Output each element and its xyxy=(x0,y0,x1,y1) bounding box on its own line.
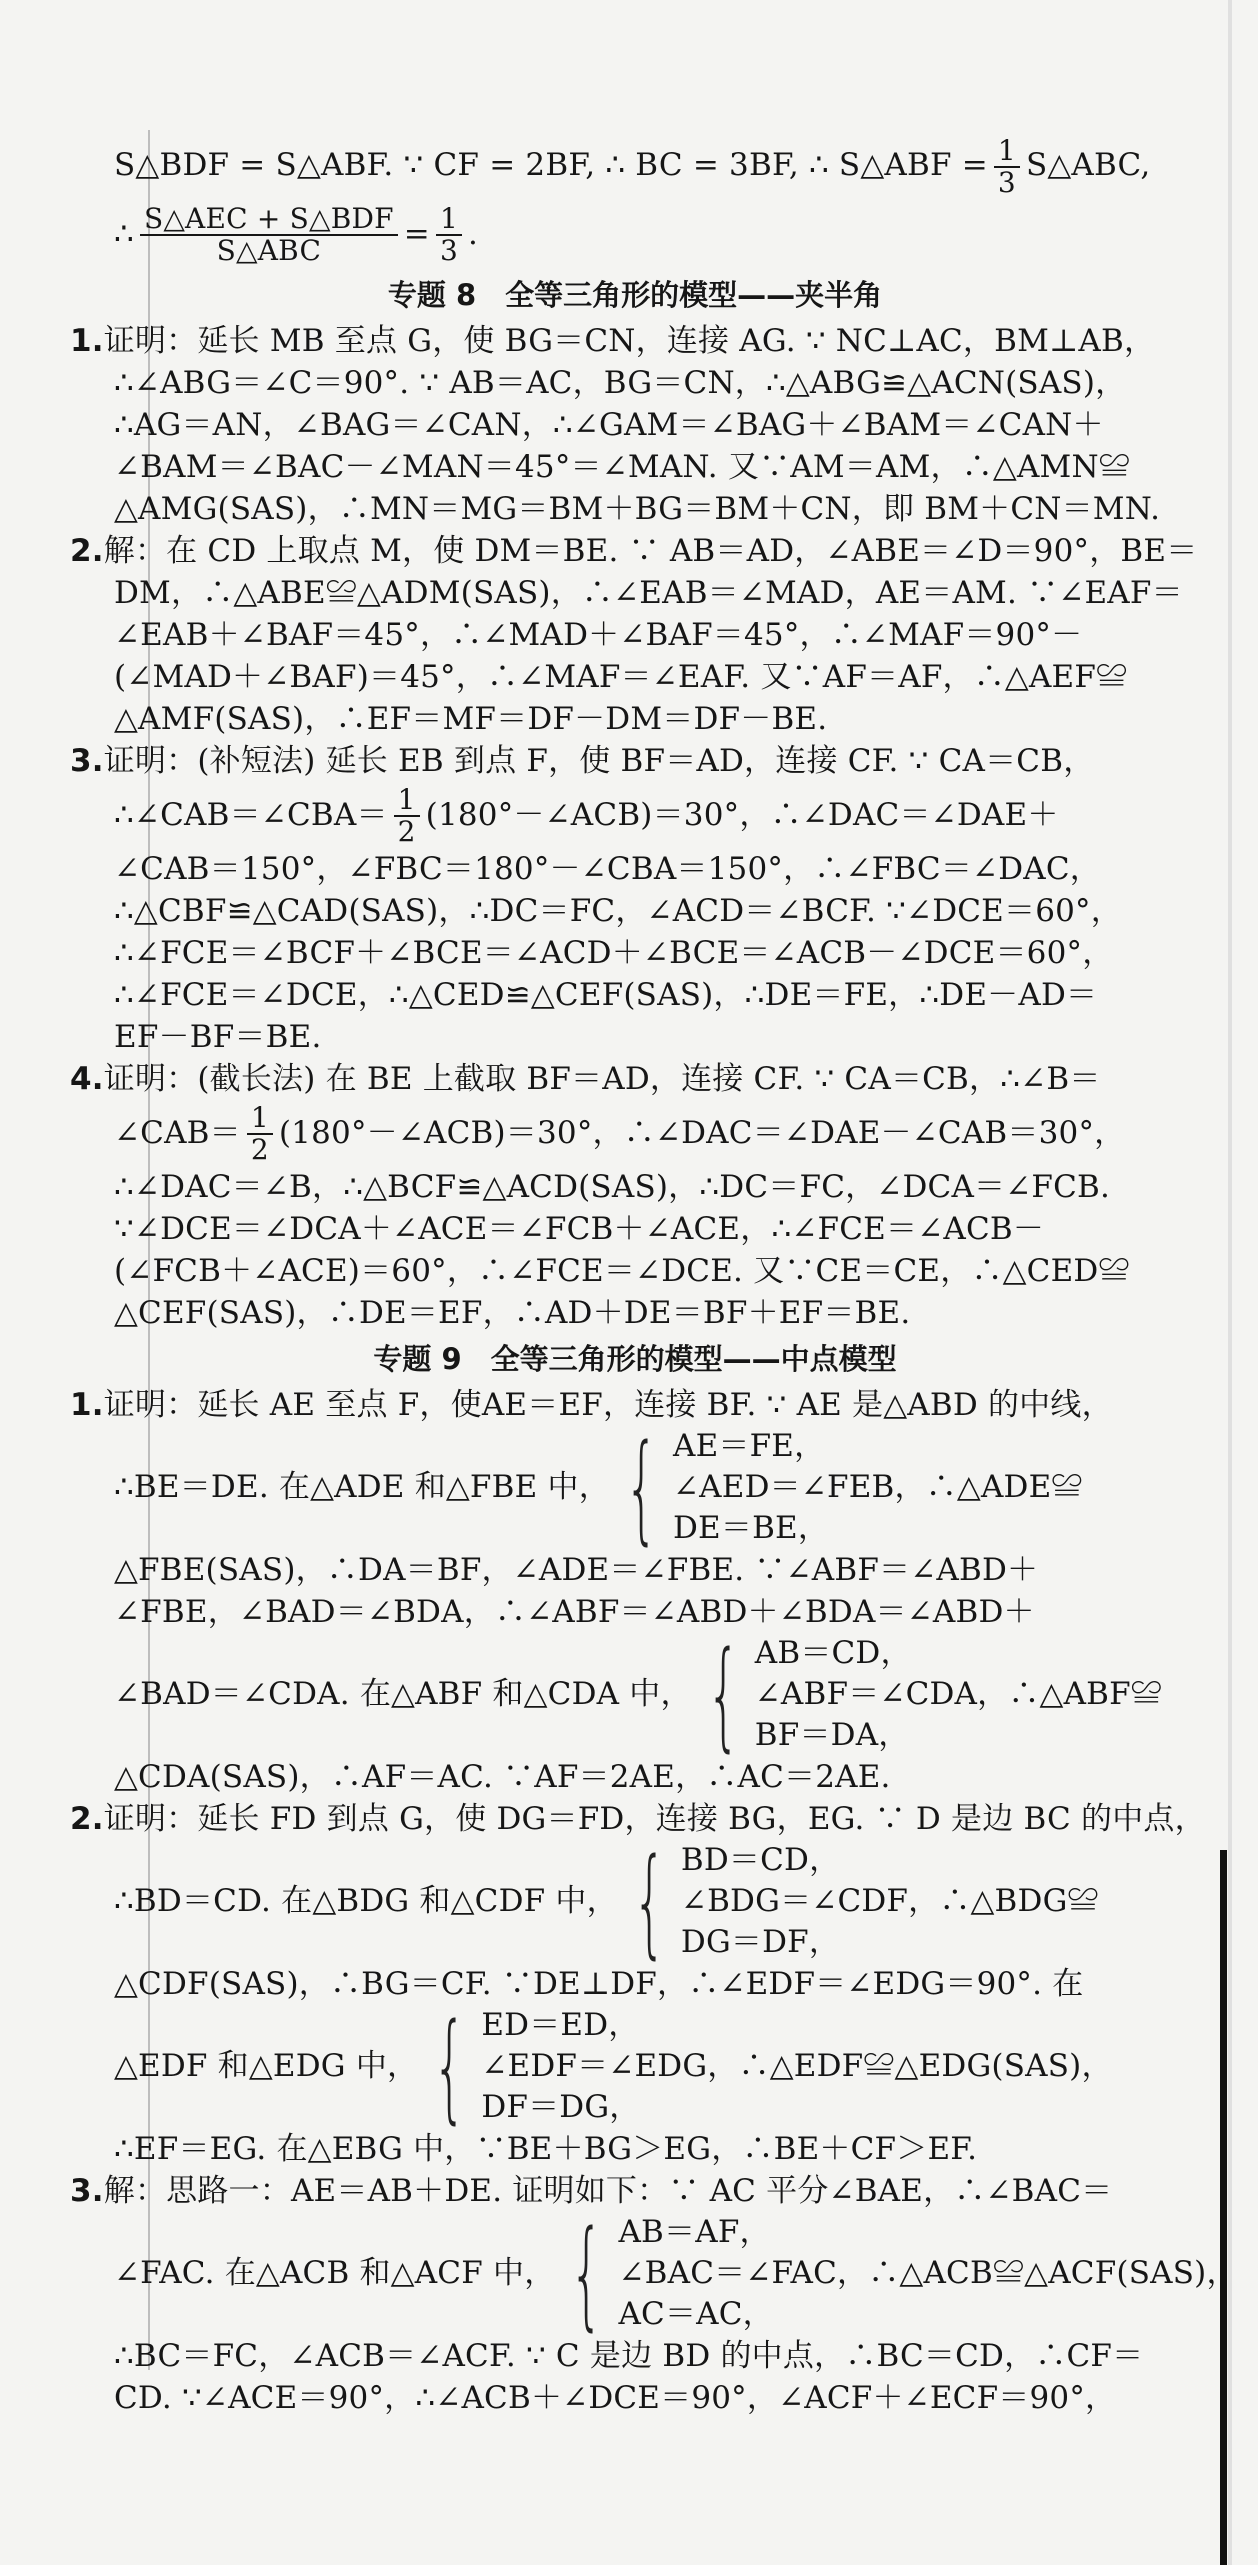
fraction-numerator: 1 xyxy=(247,1103,273,1135)
text-line: ∴∠FCE＝∠BCF＋∠BCE＝∠ACD＋∠BCE＝∠ACB－∠DCE＝60°， xyxy=(114,934,1114,971)
fraction-numerator: 1 xyxy=(436,204,462,236)
section-title: 专题 9 全等三角形的模型——中点模型 xyxy=(373,1341,897,1376)
system-row: AB＝AF， xyxy=(618,2213,771,2250)
equation-system xyxy=(70,1832,1200,1970)
intro-text: ∴ xyxy=(114,215,134,252)
equation-system xyxy=(70,1625,1200,1763)
text-line: ∠FBE，∠BAD＝∠BDA，∴∠ABF＝∠ABD＋∠BDA＝∠ABD＋ xyxy=(114,1593,1035,1630)
text-line: ∴BC＝FC，∠ACB＝∠ACF. ∵ C 是边 BD 的中点，∴BC＝CD，∴CF＝ xyxy=(114,2337,1144,2374)
answer-content xyxy=(70,133,1238,2419)
text-line: ∠BAM＝∠BAC－∠MAN＝45°＝∠MAN. 又∵AM＝AM，∴△AMN≌ xyxy=(114,448,1131,485)
text-line: ∴AG＝AN，∠BAG＝∠CAN，∴∠GAM＝∠BAG＋∠BAM＝∠CAN＋ xyxy=(114,406,1104,443)
fraction xyxy=(436,204,462,266)
fraction-numerator: S△AEC + S△BDF xyxy=(140,204,398,236)
text-line: 证明：(截长法) 在 BE 上截取 BF＝AD，连接 CF. ∵ CA＝CB，∴∠B＝ xyxy=(103,1060,1101,1097)
text-segment: (180°－∠ACB)＝30°，∴∠DAC＝∠DAE＋ xyxy=(425,796,1059,833)
fraction-denominator: 2 xyxy=(397,815,416,848)
fraction-denominator: 3 xyxy=(997,165,1016,199)
problem-number: 2. xyxy=(70,532,104,569)
text-line: ∠CAB＝150°，∠FBC＝180°－∠CBA＝150°，∴∠FBC＝∠DAC， xyxy=(114,850,1101,887)
system-row: ∠EDF＝∠EDG，∴△EDF≌△EDG(SAS)， xyxy=(481,2047,1113,2084)
intro-text: S△BDF = S△ABF. ∵ CF = 2BF, ∴ BC = 3BF, ∴ S△ABF = xyxy=(114,147,988,183)
text-line: △CDA(SAS)，∴AF＝AC. ∵AF＝2AE，∴AC＝2AE. xyxy=(114,1758,891,1795)
system-rows xyxy=(481,2005,1112,2128)
fraction xyxy=(394,785,420,847)
equation-system xyxy=(70,1418,1200,1556)
text-line: ∴∠DAC＝∠B，∴△BCF≌△ACD(SAS)，∴DC＝FC，∠DCA＝∠FCB. xyxy=(114,1168,1111,1205)
fraction xyxy=(994,133,1020,199)
problem-9-3 xyxy=(70,2170,1238,2419)
text-segment: ∠BAD＝∠CDA. 在△ABF 和△CDA 中， xyxy=(114,1676,692,1712)
text-line: CD. ∵∠ACE＝90°，∴∠ACB＋∠DCE＝90°，∠ACF＋∠ECF＝90°， xyxy=(114,2379,1117,2416)
text-line: ∴∠ABG＝∠C＝90°. ∵ AB＝AC，BG＝CN，∴△ABG≌△ACN(SAS)， xyxy=(114,364,1127,401)
system-rows xyxy=(681,1840,1099,1963)
text-line: 证明：延长 MB 至点 G，使 BG＝CN，连接 AG. ∵ NC⊥AC，BM⊥AB， xyxy=(103,322,1156,359)
text-line: ∴∠FCE＝∠DCE，∴△CED≌△CEF(SAS)，∴DE＝FE，∴DE－AD＝ xyxy=(114,976,1098,1013)
fraction-denominator: S△ABC xyxy=(216,234,322,267)
system-row: ∠BAC＝∠FAC，∴△ACB≌△ACF(SAS)， xyxy=(618,2254,1238,2291)
text-line: ∴△CBF≌△CAD(SAS)，∴DC＝FC，∠ACD＝∠BCF. ∵∠DCE＝60°， xyxy=(114,892,1122,929)
system-rows xyxy=(618,2212,1237,2335)
text-segment: ∠CAB＝ xyxy=(114,1114,241,1151)
text-line: ∴EF＝EG. 在△EBG 中，∵BE＋BG＞EG，∴BE＋CF＞EF. xyxy=(114,2130,978,2167)
system-row: DE＝BE， xyxy=(672,1509,830,1546)
system-rows xyxy=(673,1426,1083,1549)
text-line: △AMG(SAS)，∴MN＝MG＝BM＋BG＝BM＋CN，即 BM＋CN＝MN. xyxy=(114,490,1161,527)
problem-number: 3. xyxy=(70,2172,104,2209)
text-line: △AMF(SAS)，∴EF＝MF＝DF－DM＝DF－BE. xyxy=(114,700,828,737)
text-segment: ∴BE＝DE. 在△ADE 和△FBE 中， xyxy=(114,1469,610,1505)
system-row: ∠AED＝∠FEB，∴△ADE≌ xyxy=(672,1468,1083,1505)
text-line: (∠FCB＋∠ACE)＝60°，∴∠FCE＝∠DCE. 又∵CE＝CE，∴△CED≌ xyxy=(114,1252,1130,1289)
system-row: DF＝DG， xyxy=(481,2088,641,2125)
text-line: △CDF(SAS)，∴BG＝CF. ∵DE⊥DF，∴∠EDF＝∠EDG＝90°. 在 xyxy=(114,1965,1084,2002)
fraction xyxy=(247,1103,273,1165)
system-row: ∠ABF＝∠CDA，∴△ABF≌ xyxy=(754,1675,1163,1712)
equation-system xyxy=(70,1997,1200,2135)
text-line: EF－BF＝BE. xyxy=(114,1018,322,1055)
system-row: ∠BDG＝∠CDF，∴△BDG≌ xyxy=(680,1882,1099,1919)
problem-9-2 xyxy=(70,1798,1206,2170)
fraction xyxy=(140,204,398,266)
intro-line-2 xyxy=(70,198,1200,270)
page-edge xyxy=(1228,0,1232,2565)
system-rows xyxy=(755,1633,1162,1756)
text-line: 证明：延长 AE 至点 F，使AE＝EF，连接 BF. ∵ AE 是△ABD 的中线， xyxy=(103,1386,1113,1423)
text-line: △FBE(SAS)，∴DA＝BF，∠ADE＝∠FBE. ∵∠ABF＝∠ABD＋ xyxy=(114,1551,1039,1588)
text-line xyxy=(70,1100,1200,1166)
text-line: DM，∴△ABE≌△ADM(SAS)，∴∠EAB＝∠MAD，AE＝AM. ∵∠EAF＝ xyxy=(114,574,1183,611)
text-line: ∠EAB＋∠BAF＝45°，∴∠MAD＋∠BAF＝45°，∴∠MAF＝90°－ xyxy=(114,616,1083,653)
problem-8-3 xyxy=(70,740,1200,1058)
system-row: AB＝CD， xyxy=(754,1634,912,1671)
text-line: △CEF(SAS)，∴DE＝EF，∴AD＋DE＝BF＋EF＝BE. xyxy=(114,1294,911,1331)
text-segment: ∴BD＝CD. 在△BDG 和△CDF 中， xyxy=(114,1883,618,1919)
left-brace-icon: { xyxy=(570,2204,604,2342)
problem-8-4 xyxy=(70,1058,1200,1334)
intro-line-1 xyxy=(70,135,1200,198)
problem-number: 3. xyxy=(70,742,104,779)
problem-number: 4. xyxy=(70,1060,104,1097)
problem-9-1 xyxy=(70,1384,1200,1798)
left-brace-icon: { xyxy=(432,1997,467,2135)
system-row: BF＝DA， xyxy=(754,1716,910,1753)
intro-text: . xyxy=(467,215,479,252)
text-line: 证明：(补短法) 延长 EB 到点 F，使 BF＝AD，连接 CF. ∵ CA＝CB， xyxy=(103,742,1095,779)
system-row: AE＝FE， xyxy=(672,1427,826,1464)
text-line xyxy=(70,782,1200,848)
fraction-numerator: 1 xyxy=(394,785,420,817)
problem-number: 1. xyxy=(70,1386,104,1423)
text-line: ∵∠DCE＝∠DCA＋∠ACE＝∠FCB＋∠ACE，∴∠FCE＝∠ACB－ xyxy=(114,1210,1045,1247)
problem-number: 1. xyxy=(70,322,104,359)
left-brace-icon: { xyxy=(624,1418,659,1556)
text-segment: △EDF 和△EDG 中， xyxy=(114,2048,419,2084)
fraction-denominator: 3 xyxy=(439,234,458,267)
text-line: 证明：延长 FD 到点 G，使 DG＝FD，连接 BG，EG. ∵ D 是边 BC 的中点， xyxy=(103,1800,1206,1837)
text-line: 解：在 CD 上取点 M，使 DM＝BE. ∵ AB＝AD，∠ABE＝∠D＝90°，BE＝ xyxy=(103,532,1198,569)
fraction-numerator: 1 xyxy=(994,136,1020,168)
text-line: 解：思路一：AE＝AB＋DE. 证明如下：∵ AC 平分∠BAE，∴∠BAC＝ xyxy=(103,2172,1113,2209)
problem-8-2 xyxy=(70,530,1200,740)
system-row: AC＝AC， xyxy=(618,2295,774,2332)
text-segment: ∠FAC. 在△ACB 和△ACF 中， xyxy=(114,2255,556,2291)
problem-8-1 xyxy=(70,320,1200,530)
text-segment: (180°－∠ACB)＝30°，∴∠DAC＝∠DAE－∠CAB＝30°， xyxy=(278,1114,1126,1151)
section-title: 专题 8 全等三角形的模型——夹半角 xyxy=(387,277,883,312)
system-row: DG＝DF， xyxy=(680,1923,841,1960)
fraction-denominator: 2 xyxy=(250,1133,269,1166)
system-row: ED＝ED， xyxy=(481,2006,640,2043)
text-line: (∠MAD＋∠BAF)＝45°，∴∠MAF＝∠EAF. 又∵AF＝AF，∴△AEF≌ xyxy=(114,658,1128,695)
equation-system xyxy=(70,2204,1238,2342)
page-edge-shadow xyxy=(1220,1850,1227,2565)
intro-text: = xyxy=(403,215,430,252)
left-brace-icon: { xyxy=(632,1832,667,1970)
problem-number: 2. xyxy=(70,1800,104,1837)
left-brace-icon: { xyxy=(706,1625,741,1763)
system-row: BD＝CD， xyxy=(680,1841,841,1878)
intro-text: S△ABC, xyxy=(1025,147,1151,183)
text-segment: ∴∠CAB＝∠CBA＝ xyxy=(114,796,388,833)
